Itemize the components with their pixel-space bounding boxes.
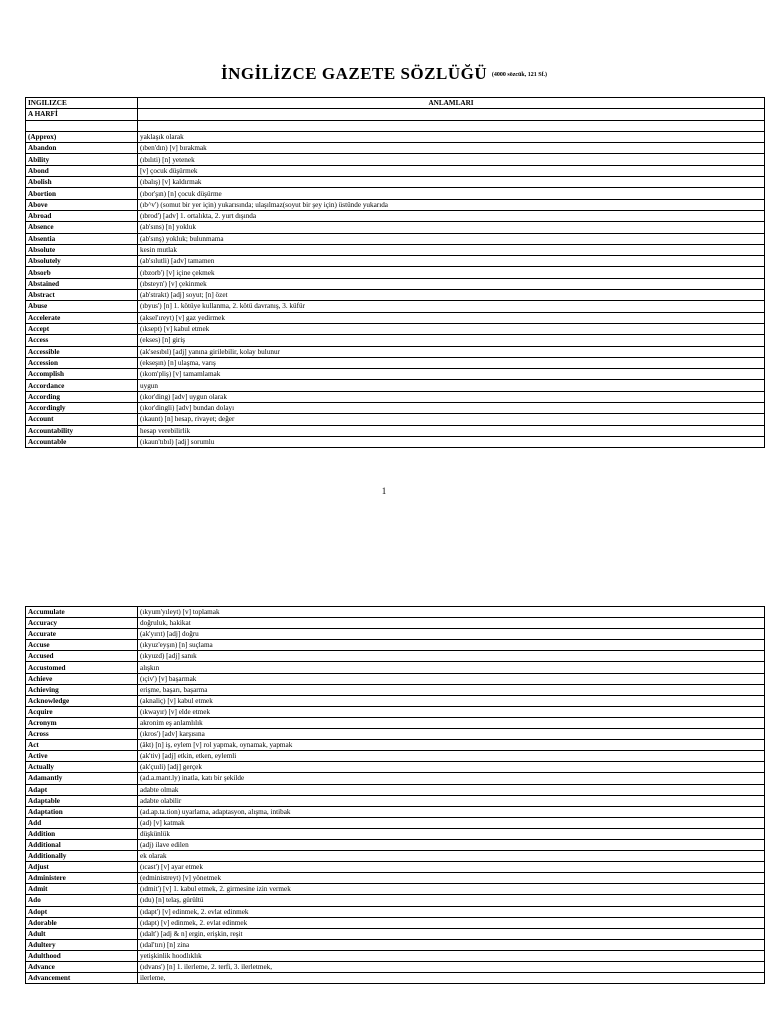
- table-row: [26, 973, 765, 984]
- turkish-meaning: [v] çocuk düşürmek: [138, 165, 765, 176]
- turkish-meaning: yetişkinlik hoodlıklık: [138, 950, 765, 961]
- table-row: [26, 939, 765, 950]
- english-word: Adamantly: [26, 773, 138, 784]
- table-row: [26, 851, 765, 862]
- english-word: Adultery: [26, 939, 138, 950]
- english-word: Achieving: [26, 684, 138, 695]
- english-word: Accuse: [26, 640, 138, 651]
- english-word: Additionally: [26, 851, 138, 862]
- english-word: According: [26, 391, 138, 402]
- english-word: Absorb: [26, 267, 138, 278]
- table-row: [26, 380, 765, 391]
- english-word: Adult: [26, 928, 138, 939]
- table-row: [26, 267, 765, 278]
- turkish-meaning: ilerleme,: [138, 973, 765, 984]
- english-word: Accelerate: [26, 312, 138, 323]
- table-row: [26, 256, 765, 267]
- table-row: [26, 640, 765, 651]
- table-row: [26, 839, 765, 850]
- english-word: Across: [26, 729, 138, 740]
- turkish-meaning: [138, 120, 765, 131]
- turkish-meaning: (ıkyuzd) [adj] sanık: [138, 651, 765, 662]
- table-row: [26, 165, 765, 176]
- turkish-meaning: (ıbrod') [adv] 1. ortalıkta, 2. yurt dışında: [138, 210, 765, 221]
- turkish-meaning: (ıben'dın) [v] bırakmak: [138, 143, 765, 154]
- english-word: Acronym: [26, 717, 138, 728]
- turkish-meaning: (ıdapt') [v] edinmek, 2. evlat edinmek: [138, 906, 765, 917]
- table-row: [26, 222, 765, 233]
- table-row: [26, 673, 765, 684]
- turkish-meaning: (ak'yırıt) [adj] doğru: [138, 629, 765, 640]
- table-row: [26, 906, 765, 917]
- english-word: Advance: [26, 962, 138, 973]
- table-row: [26, 436, 765, 447]
- table-row: [26, 357, 765, 368]
- section-label: A HARFİ: [26, 109, 138, 120]
- section-row: [26, 109, 765, 120]
- page-number: 1: [381, 486, 387, 496]
- turkish-meaning: (ekseşın) [n] ulaşma, varış: [138, 357, 765, 368]
- table-row: [26, 154, 765, 165]
- english-word: Ado: [26, 895, 138, 906]
- table-row: [26, 684, 765, 695]
- turkish-meaning: (ab'sınş) yokluk; bulunmama: [138, 233, 765, 244]
- english-word: Admit: [26, 884, 138, 895]
- english-word: Accuracy: [26, 618, 138, 629]
- table-row: [26, 729, 765, 740]
- english-word: Abstract: [26, 290, 138, 301]
- english-word: Active: [26, 751, 138, 762]
- table-row: [26, 751, 765, 762]
- english-word: Abroad: [26, 210, 138, 221]
- turkish-meaning: (ıçiv') [v] başarmak: [138, 673, 765, 684]
- turkish-meaning: (adj) ilave edilen: [138, 839, 765, 850]
- table-row: [26, 962, 765, 973]
- table-row: [26, 817, 765, 828]
- table-row: [26, 346, 765, 357]
- english-word: Addition: [26, 828, 138, 839]
- table-row: [26, 651, 765, 662]
- turkish-meaning: doğruluk, hakikat: [138, 618, 765, 629]
- english-word: Adopt: [26, 906, 138, 917]
- table-row: [26, 762, 765, 773]
- table-row: [26, 290, 765, 301]
- turkish-meaning: (ıdalt') [adj & n] ergin, erişkin, reşit: [138, 928, 765, 939]
- english-word: Abandon: [26, 143, 138, 154]
- english-word: Absolutely: [26, 256, 138, 267]
- english-word: Accessible: [26, 346, 138, 357]
- english-word: Abstained: [26, 278, 138, 289]
- turkish-meaning: (ıdmit') [v] 1. kabul etmek, 2. girmesine izin vermek: [138, 884, 765, 895]
- turkish-meaning: (äkt) [n] iş, eylem [v] rol yapmak, oynamak, yapmak: [138, 740, 765, 751]
- english-word: Administere: [26, 873, 138, 884]
- table-row: [26, 301, 765, 312]
- turkish-meaning: (ıdapt) [v] edinmek, 2. evlat edinmek: [138, 917, 765, 928]
- english-word: (Approx): [26, 131, 138, 142]
- turkish-meaning: (ab'strakt) [adj] soyut; [n] özet: [138, 290, 765, 301]
- table-row: [26, 312, 765, 323]
- turkish-meaning: (ıdvans') [n] 1. ilerleme, 2. terfi, 3. ilerletmek,: [138, 962, 765, 973]
- table-row: [26, 717, 765, 728]
- turkish-meaning: (ıkaun'tıbıl) [adj] sorumlu: [138, 436, 765, 447]
- english-word: Abolish: [26, 177, 138, 188]
- turkish-meaning: (ak'sesıbıl) [adj] yanına girilebilir, kolay bulunur: [138, 346, 765, 357]
- table-row: [26, 210, 765, 221]
- english-word: Accept: [26, 323, 138, 334]
- english-word: Accused: [26, 651, 138, 662]
- table-row: [26, 425, 765, 436]
- table-row: [26, 278, 765, 289]
- turkish-meaning: (ıbalış) [v] kaldırmak: [138, 177, 765, 188]
- title-text: İNGİLİZCE GAZETE SÖZLÜĞÜ: [220, 64, 488, 83]
- turkish-meaning: (ıkwayır) [v] elde etmek: [138, 706, 765, 717]
- turkish-meaning: (ıksept) [v] kabul etmek: [138, 323, 765, 334]
- table-row: [26, 862, 765, 873]
- turkish-meaning: (ıkaunt) [n] hesap, rivayet; değer: [138, 414, 765, 425]
- turkish-meaning: (ıdal'tırı) [n] zina: [138, 939, 765, 950]
- section-empty-cell: [138, 109, 765, 120]
- turkish-meaning: (edministreyt) [v] yönetmek: [138, 873, 765, 884]
- turkish-meaning: (ekses) [n] giriş: [138, 335, 765, 346]
- table-row: [26, 662, 765, 673]
- turkish-meaning: düşkünlük: [138, 828, 765, 839]
- table-row: [26, 607, 765, 618]
- turkish-meaning: (ıb^v') (somut bir yer için) yukarısında; ulaşılmaz(soyut bir şey için) üstünde yukarıda: [138, 199, 765, 210]
- table-row: [26, 391, 765, 402]
- english-word: Adjust: [26, 862, 138, 873]
- english-word: Accession: [26, 357, 138, 368]
- table-row: [26, 695, 765, 706]
- title-subtitle: (4000 sözcük, 121 Sf.): [491, 72, 548, 79]
- english-word: Abond: [26, 165, 138, 176]
- document-title: [0, 64, 768, 84]
- table-row: [26, 188, 765, 199]
- english-word: Adorable: [26, 917, 138, 928]
- turkish-meaning: uygun: [138, 380, 765, 391]
- turkish-meaning: (ıkros') [adv] karşısına: [138, 729, 765, 740]
- turkish-meaning: erişme, başarı, başarma: [138, 684, 765, 695]
- turkish-meaning: akronim eş anlamlılık: [138, 717, 765, 728]
- table-row: [26, 177, 765, 188]
- table-row: [26, 884, 765, 895]
- table-row: [26, 131, 765, 142]
- dictionary-table-page-1: [25, 97, 765, 448]
- table-row: [26, 618, 765, 629]
- english-word: Adulthood: [26, 950, 138, 961]
- turkish-meaning: (ak'çuıli) [adj] gerçek: [138, 762, 765, 773]
- table-row: [26, 917, 765, 928]
- table-row: [26, 828, 765, 839]
- header-english: INGILIZCE: [26, 98, 138, 109]
- table-row: [26, 369, 765, 380]
- english-word: Absence: [26, 222, 138, 233]
- turkish-meaning: (ıkom'pliş) [v] tamamlamak: [138, 369, 765, 380]
- english-word: Accountability: [26, 425, 138, 436]
- table-row: [26, 629, 765, 640]
- turkish-meaning: (ak'tiv) [adj] etkin, etken, eylemli: [138, 751, 765, 762]
- table-row: [26, 199, 765, 210]
- table-row: [26, 706, 765, 717]
- english-word: Accomplish: [26, 369, 138, 380]
- table-row: [26, 806, 765, 817]
- turkish-meaning: (ıbyus') [n] 1. kötüye kullanma, 2. kötü davranış, 3. küfür: [138, 301, 765, 312]
- turkish-meaning: adabte olabilir: [138, 795, 765, 806]
- table-row: [26, 784, 765, 795]
- turkish-meaning: (aksel'ıreyt) [v] gaz yedirmek: [138, 312, 765, 323]
- turkish-meaning: (ıdu) [n] telaş, gürültü: [138, 895, 765, 906]
- english-word: Achieve: [26, 673, 138, 684]
- turkish-meaning: (ıkyum'yıleyt) [v] toplamak: [138, 607, 765, 618]
- turkish-meaning: (ıbor'şın) [n] çocuk düşürme: [138, 188, 765, 199]
- table-row: [26, 403, 765, 414]
- turkish-meaning: (ıkyuz'eyşın) [n] suçlama: [138, 640, 765, 651]
- table-row: [26, 773, 765, 784]
- turkish-meaning: (aknaliç) [v] kabul etmek: [138, 695, 765, 706]
- english-word: Accordingly: [26, 403, 138, 414]
- table-row: [26, 323, 765, 334]
- english-word: Abortion: [26, 188, 138, 199]
- english-word: Add: [26, 817, 138, 828]
- header-meanings: ANLAMLARI: [138, 98, 765, 109]
- table-row: [26, 873, 765, 884]
- table-row: [26, 950, 765, 961]
- turkish-meaning: (ab'sılutli) [adv] tamamen: [138, 256, 765, 267]
- english-word: Adaptation: [26, 806, 138, 817]
- english-word: Act: [26, 740, 138, 751]
- turkish-meaning: ek olarak: [138, 851, 765, 862]
- english-word: Accountable: [26, 436, 138, 447]
- table-row: [26, 740, 765, 751]
- table-row: [26, 928, 765, 939]
- turkish-meaning: (ıbsteyn') [v] çekinmek: [138, 278, 765, 289]
- table-row: [26, 120, 765, 131]
- english-word: Above: [26, 199, 138, 210]
- table-row: [26, 335, 765, 346]
- dictionary-table-page-2: [25, 606, 765, 984]
- table-row: [26, 414, 765, 425]
- english-word: Advancement: [26, 973, 138, 984]
- english-word: Account: [26, 414, 138, 425]
- english-word: Accustomed: [26, 662, 138, 673]
- turkish-meaning: (ıcast') [v] ayar etmek: [138, 862, 765, 873]
- table-row: [26, 233, 765, 244]
- turkish-meaning: (ad) [v] katmak: [138, 817, 765, 828]
- english-word: Access: [26, 335, 138, 346]
- english-word: Accordance: [26, 380, 138, 391]
- english-word: Additional: [26, 839, 138, 850]
- table-row: [26, 244, 765, 255]
- turkish-meaning: (ıbılıti) [n] yetenek: [138, 154, 765, 165]
- english-word: Absentia: [26, 233, 138, 244]
- english-word: [26, 120, 138, 131]
- turkish-meaning: (ıkor'dingli) [adv] bundan dolayı: [138, 403, 765, 414]
- english-word: Acquire: [26, 706, 138, 717]
- table-row: [26, 895, 765, 906]
- english-word: Accumulate: [26, 607, 138, 618]
- turkish-meaning: (ıbzorb') [v] içine çekmek: [138, 267, 765, 278]
- turkish-meaning: alışkın: [138, 662, 765, 673]
- turkish-meaning: (ab'sıns) [n] yokluk: [138, 222, 765, 233]
- turkish-meaning: (ad.ap.ta.tion) uyarlama, adaptasyon, alışma, intibak: [138, 806, 765, 817]
- english-word: Ability: [26, 154, 138, 165]
- table-row: [26, 143, 765, 154]
- english-word: Absolute: [26, 244, 138, 255]
- table-row: [26, 795, 765, 806]
- turkish-meaning: adabte olmak: [138, 784, 765, 795]
- turkish-meaning: (ıkor'ding) [adv] uygun olarak: [138, 391, 765, 402]
- english-word: Adapt: [26, 784, 138, 795]
- english-word: Actually: [26, 762, 138, 773]
- turkish-meaning: kesin mutlak: [138, 244, 765, 255]
- english-word: Accurate: [26, 629, 138, 640]
- english-word: Acknowledge: [26, 695, 138, 706]
- turkish-meaning: (ad.a.mant.ly) inatla, katı bir şekilde: [138, 773, 765, 784]
- english-word: Adaptable: [26, 795, 138, 806]
- table-header-row: [26, 98, 765, 109]
- turkish-meaning: yaklaşık olarak: [138, 131, 765, 142]
- english-word: Abuse: [26, 301, 138, 312]
- turkish-meaning: hesap verebilirlik: [138, 425, 765, 436]
